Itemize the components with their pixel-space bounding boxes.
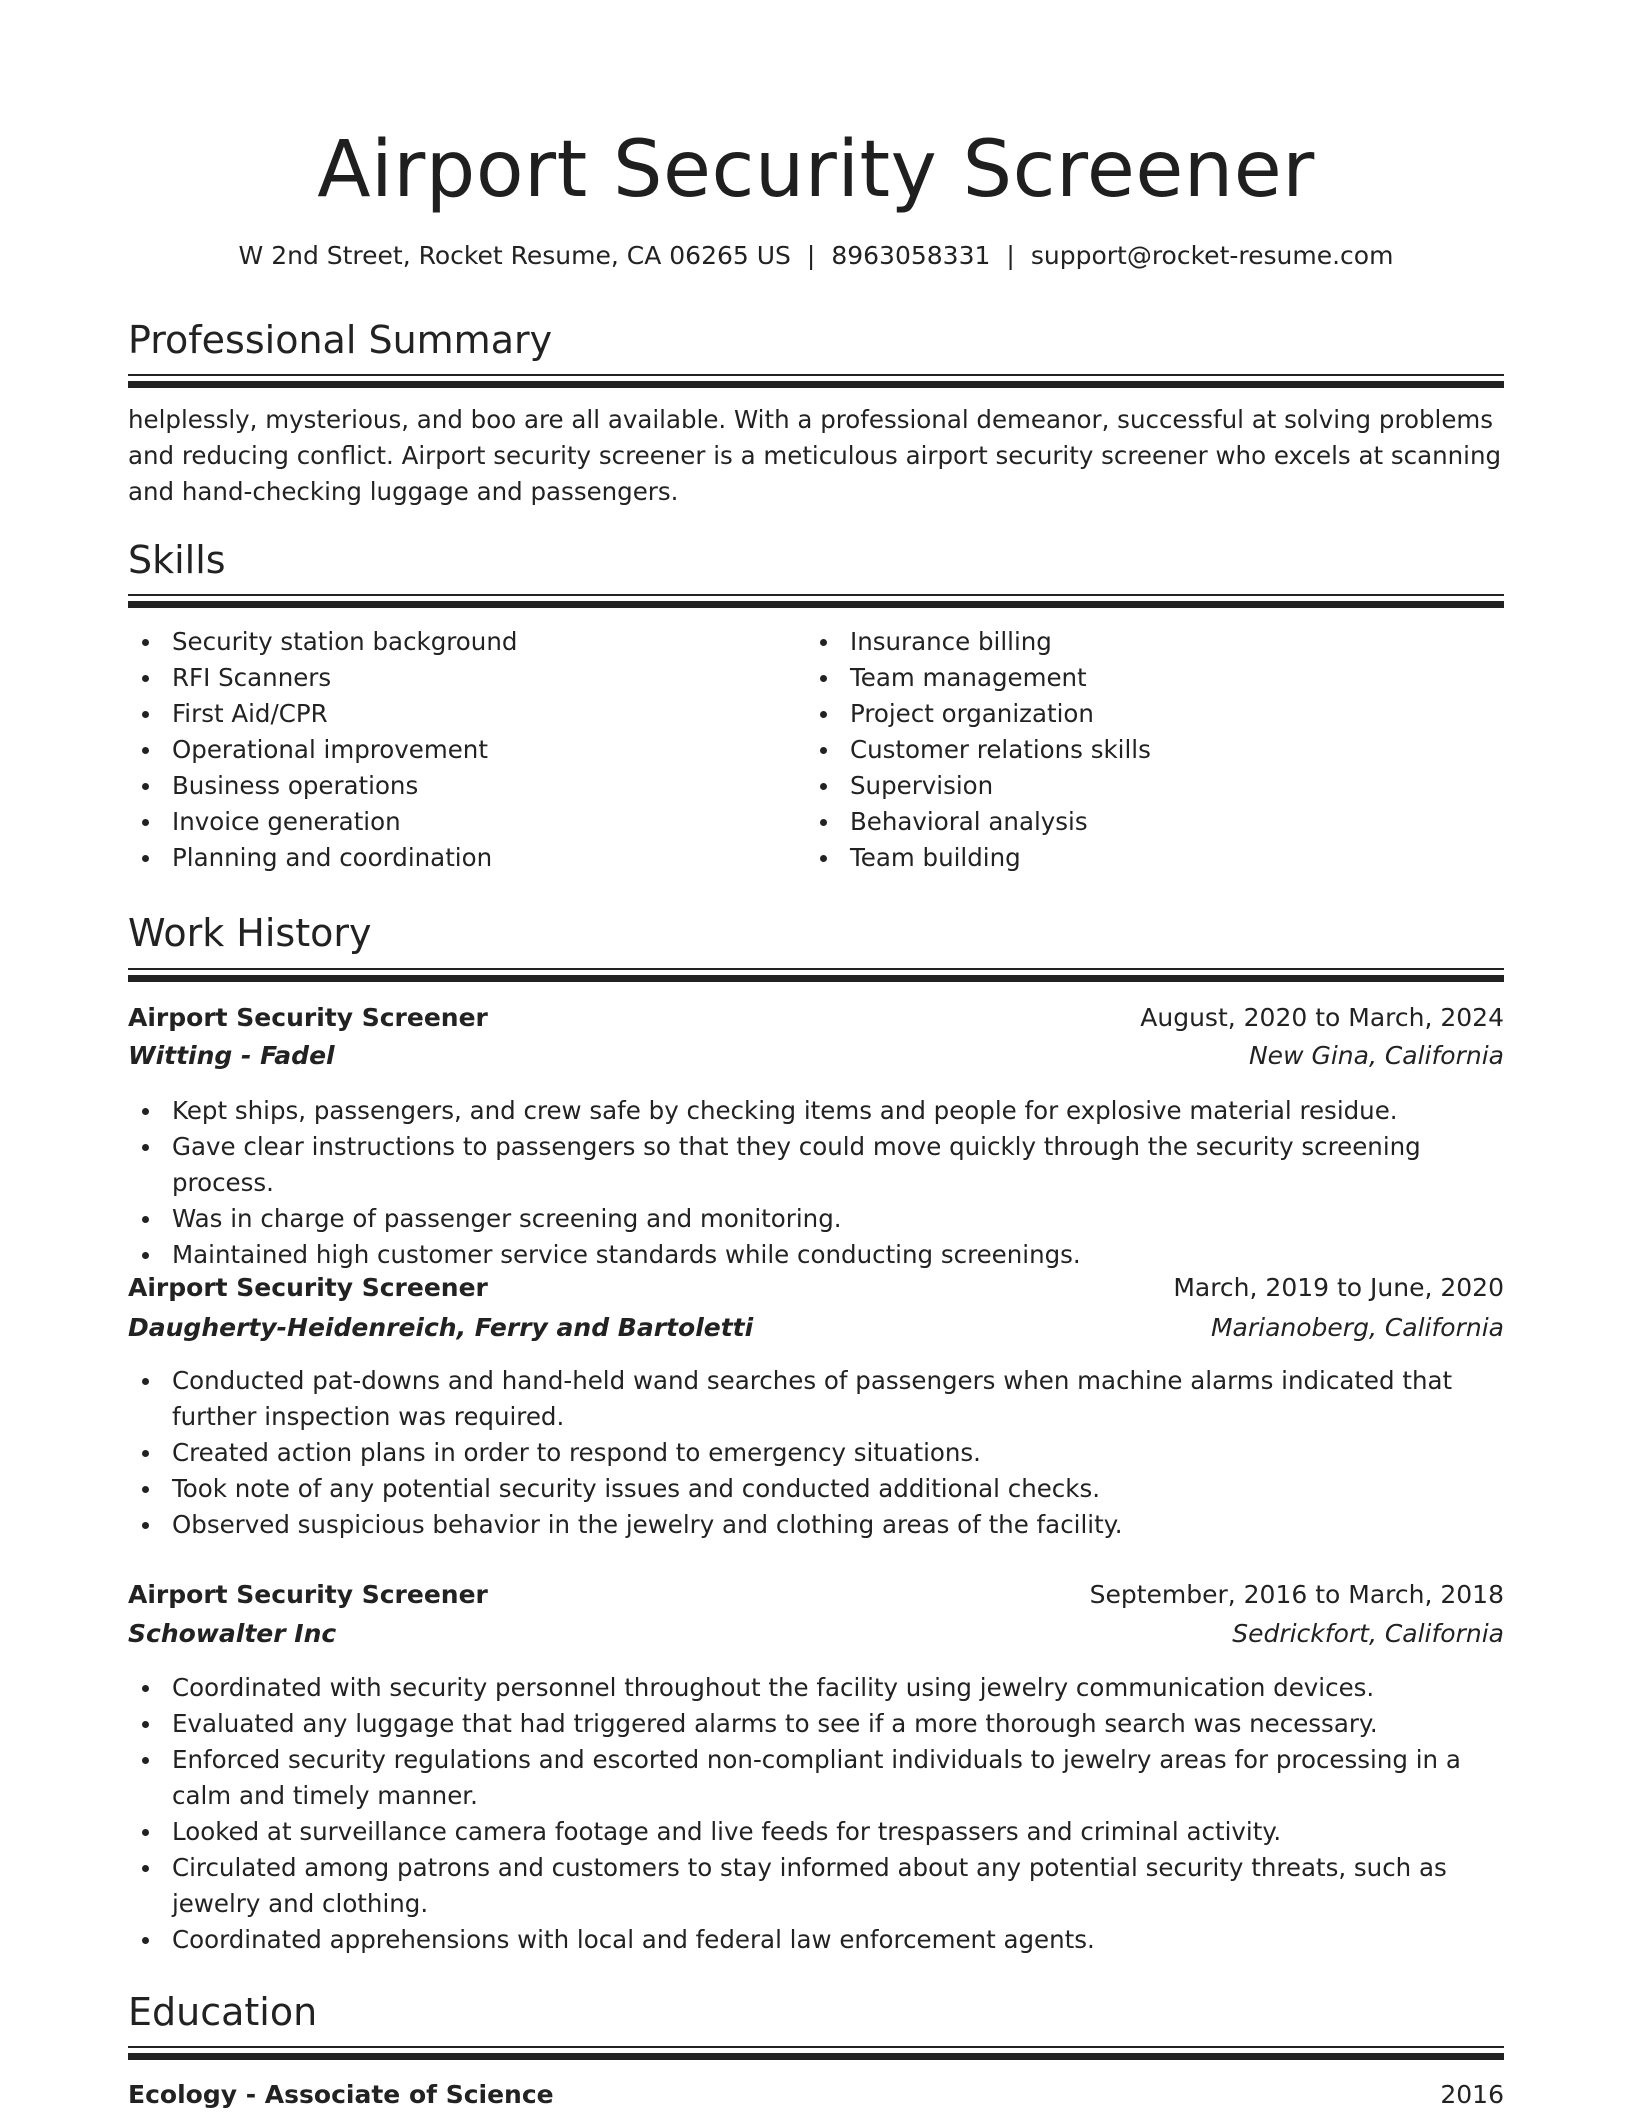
job-duty: Coordinated with security personnel throughout the facility using jewelry communication devices.: [128, 1670, 1504, 1706]
job-dates: March, 2019 to June, 2020: [1173, 1273, 1504, 1302]
skill-item: Planning and coordination: [128, 840, 788, 876]
skills-section: [128, 533, 1504, 587]
job-header: [128, 999, 1504, 1037]
skill-item: First Aid/CPR: [128, 696, 788, 732]
job-duty: Evaluated any luggage that had triggered alarms to see if a more thorough search was necessary.: [128, 1706, 1504, 1742]
skills-list: [128, 624, 1504, 884]
skills-column-right: [806, 624, 1466, 876]
job-dates: September, 2016 to March, 2018: [1089, 1580, 1504, 1609]
skill-item: Supervision: [806, 768, 1466, 804]
job-subheader: [128, 1615, 1504, 1653]
job-location: New Gina, California: [1248, 1041, 1504, 1070]
section-divider: [128, 594, 1504, 608]
job-duty: Created action plans in order to respond to emergency situations.: [128, 1435, 1504, 1471]
skills-column-left: [128, 624, 788, 876]
job-duty: Enforced security regulations and escorted non-compliant individuals to jewelry areas for processing in a calm and timely manner.: [128, 1742, 1504, 1814]
work-heading: Work History: [128, 911, 372, 955]
contact-separator: |: [806, 241, 816, 270]
skill-item: Operational improvement: [128, 732, 788, 768]
job-duty: Coordinated apprehensions with local and federal law enforcement agents.: [128, 1922, 1504, 1958]
job-duty: Kept ships, passengers, and crew safe by checking items and people for explosive material residue.: [128, 1093, 1504, 1129]
job-location: Sedrickfort, California: [1232, 1619, 1504, 1648]
education-entry: [128, 2076, 1504, 2114]
skill-item: Team management: [806, 660, 1466, 696]
job-duties: [128, 1363, 1504, 1543]
candidate-name: Airport Security Screener: [317, 125, 1315, 215]
skill-item: Invoice generation: [128, 804, 788, 840]
job-duty: Circulated among patrons and customers to stay informed about any potential security threats, such as jewelry and clothing.: [128, 1850, 1504, 1922]
job-header: [128, 1269, 1504, 1307]
section-divider: [128, 2046, 1504, 2060]
section-divider: [128, 374, 1504, 388]
skill-item: Customer relations skills: [806, 732, 1466, 768]
summary-section: [128, 313, 1504, 367]
skill-item: Project organization: [806, 696, 1466, 732]
job-duty: Gave clear instructions to passengers so that they could move quickly through the security screening process.: [128, 1129, 1504, 1201]
job-duty: Looked at surveillance camera footage and live feeds for trespassers and criminal activity.: [128, 1814, 1504, 1850]
summary-text: helplessly, mysterious, and boo are all available. With a professional demeanor, successful at solving problems and reducing conflict. Airport security screener is a meticulous airport security screener who excels at scanning and hand-checking luggage and passengers.: [128, 405, 1502, 506]
job-duty: Observed suspicious behavior in the jewelry and clothing areas of the facility.: [128, 1507, 1504, 1543]
skill-item: Behavioral analysis: [806, 804, 1466, 840]
contact-email: support@rocket-resume.com: [1030, 241, 1394, 270]
job-location: Marianoberg, California: [1210, 1313, 1504, 1342]
job-duty: Took note of any potential security issues and conducted additional checks.: [128, 1471, 1504, 1507]
job-duty: Was in charge of passenger screening and monitoring.: [128, 1201, 1504, 1237]
education-heading: Education: [128, 1990, 318, 2034]
job-subheader: [128, 1037, 1504, 1075]
summary-heading: Professional Summary: [128, 318, 553, 362]
contact-line: [128, 236, 1504, 276]
job-duties: [128, 1093, 1504, 1273]
job-duty: Conducted pat-downs and hand-held wand searches of passengers when machine alarms indicated that further inspection was required.: [128, 1363, 1504, 1435]
job-duties: [128, 1670, 1504, 1958]
job-title: Airport Security Screener: [128, 1273, 488, 1302]
skills-heading: Skills: [128, 538, 226, 582]
skill-item: Security station background: [128, 624, 788, 660]
job-subheader: [128, 1309, 1504, 1347]
work-section: [128, 906, 1504, 960]
job-company: Daugherty-Heidenreich, Ferry and Bartoletti: [128, 1313, 754, 1342]
contact-address: W 2nd Street, Rocket Resume, CA 06265 US: [238, 241, 791, 270]
job-duty: Maintained high customer service standards while conducting screenings.: [128, 1237, 1504, 1273]
job-company: Schowalter Inc: [128, 1619, 337, 1648]
job-title: Airport Security Screener: [128, 1003, 488, 1032]
section-divider: [128, 968, 1504, 982]
contact-phone: 8963058331: [831, 241, 991, 270]
skill-item: Business operations: [128, 768, 788, 804]
skill-item: Insurance billing: [806, 624, 1466, 660]
job-header: [128, 1576, 1504, 1614]
skill-item: RFI Scanners: [128, 660, 788, 696]
job-dates: August, 2020 to March, 2024: [1140, 1003, 1504, 1032]
education-section: [128, 1985, 1504, 2039]
education-year: 2016: [1440, 2080, 1504, 2109]
contact-separator: |: [1006, 241, 1015, 270]
skill-item: Team building: [806, 840, 1466, 876]
job-title: Airport Security Screener: [128, 1580, 488, 1609]
education-degree: Ecology - Associate of Science: [128, 2080, 554, 2109]
job-company: Witting - Fadel: [128, 1041, 335, 1070]
